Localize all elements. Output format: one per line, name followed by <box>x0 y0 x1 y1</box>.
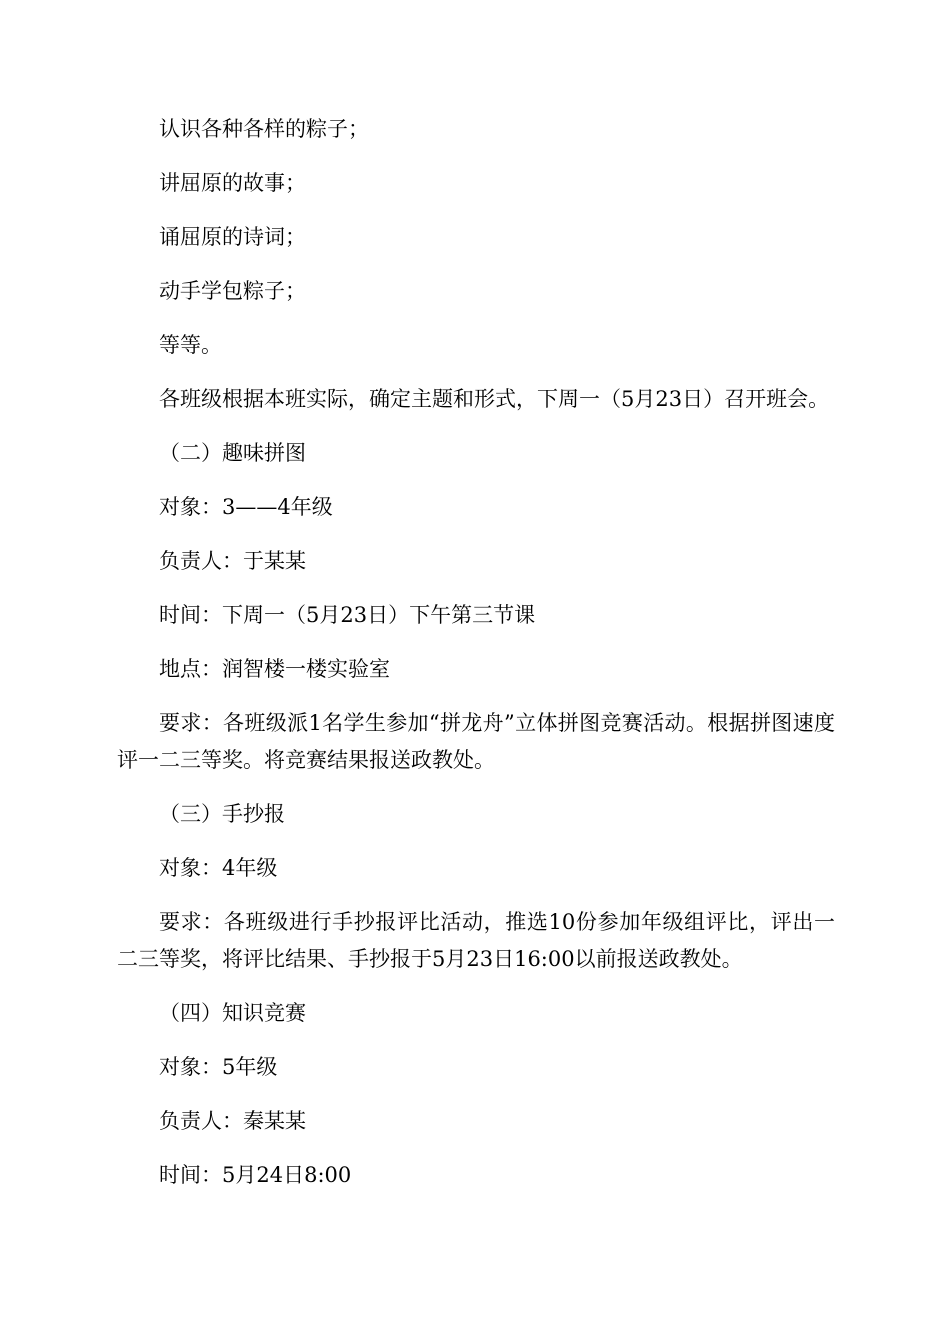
quiz-target: 对象：5年级 <box>159 1055 278 1079</box>
paragraph-make-zongzi: 动手学包粽子； <box>159 279 306 303</box>
handwritten-paper-target: 对象：4年级 <box>159 856 278 880</box>
paragraph-class-meeting: 各班级根据本班实际，确定主题和形式，下周一（5月23日）召开班会。 <box>159 387 830 411</box>
puzzle-target: 对象：3——4年级 <box>159 495 333 519</box>
paragraph-zongzi: 认识各种各样的粽子； <box>159 117 369 141</box>
section-heading-puzzle: （二）趣味拼图 <box>159 441 306 465</box>
paragraph-quyuan-story: 讲屈原的故事； <box>159 171 306 195</box>
section-heading-quiz: （四）知识竞赛 <box>159 1001 306 1025</box>
paragraph-etc: 等等。 <box>159 333 222 357</box>
puzzle-owner: 负责人：于某某 <box>159 549 306 573</box>
puzzle-time: 时间：下周一（5月23日）下午第三节课 <box>159 603 536 627</box>
handwritten-paper-requirements: 要求：各班级进行手抄报评比活动，推选10份参加年级组评比，评出一二三等奖，将评比结果、手抄报于5月23日16:00以前报送政教处。 <box>117 910 835 971</box>
quiz-time: 时间：5月24日8:00 <box>159 1163 352 1187</box>
document-body <box>117 111 835 1194</box>
puzzle-requirements: 要求：各班级派1名学生参加“拼龙舟”立体拼图竞赛活动。根据拼图速度评一二三等奖。将竞赛结果报送政教处。 <box>117 711 835 772</box>
puzzle-location: 地点：润智楼一楼实验室 <box>159 657 390 681</box>
quiz-owner: 负责人：秦某某 <box>159 1109 306 1133</box>
section-heading-handwritten-paper: （三）手抄报 <box>159 802 285 826</box>
paragraph-quyuan-poems: 诵屈原的诗词； <box>159 225 306 249</box>
